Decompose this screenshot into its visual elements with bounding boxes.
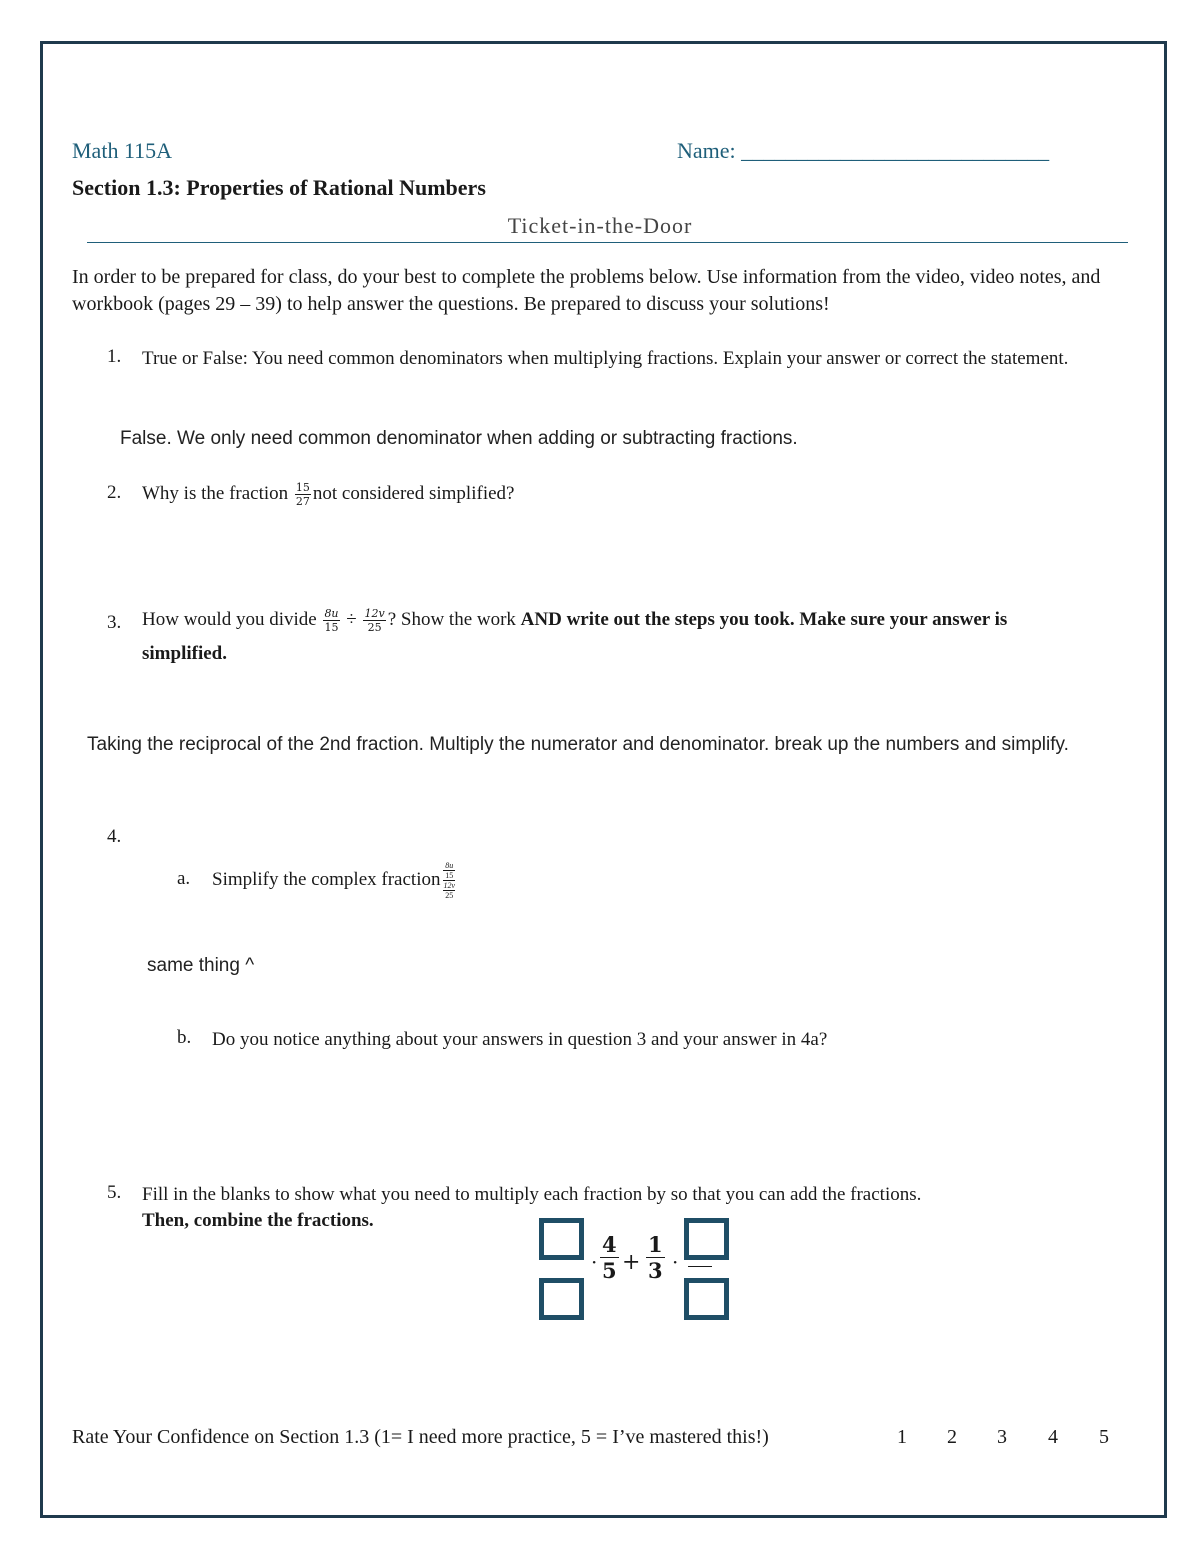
blank-box-2-numerator[interactable] [684, 1218, 729, 1260]
q2-text-before: Why is the fraction [142, 483, 289, 504]
q2-text [142, 474, 514, 514]
q3-fraction-2-denominator: 25 [367, 621, 382, 635]
q5-fraction-1-denominator: 5 [602, 1258, 617, 1283]
q4b-text: Do you notice anything about your answers in question 3 and your answer in 4a? [212, 1029, 828, 1050]
complex-bottom-numerator: 12v [443, 881, 456, 891]
rating-option-1[interactable]: 1 [897, 1426, 907, 1448]
divide-symbol: ÷ [346, 609, 357, 630]
q5-text-bold: Then, combine the fractions. [142, 1210, 374, 1231]
q3-fraction-2 [363, 607, 385, 634]
q4a-text [212, 850, 455, 910]
q3-fraction-1 [323, 607, 339, 634]
rating-option-4[interactable]: 4 [1048, 1426, 1058, 1448]
q4b-label: b. [177, 1027, 192, 1048]
complex-top-denominator: 15 [445, 871, 454, 881]
q4a-label: a. [177, 868, 191, 889]
q1-number: 1. [107, 346, 122, 367]
q4a-complex-fraction [443, 861, 455, 900]
q2-fraction [295, 481, 311, 508]
q3-text-mid: ? Show the work [387, 609, 516, 630]
q5-number: 5. [107, 1182, 122, 1203]
blank-box-2-denominator[interactable] [684, 1278, 729, 1320]
course-title: Math 115A [72, 138, 173, 163]
q4a-answer: same thing ^ [147, 955, 255, 976]
q5-fraction-2 [646, 1232, 665, 1283]
q3-text-bold: AND write out the steps you took. Make sure your answer is simplified. [142, 609, 1008, 664]
q2-fraction-denominator: 27 [295, 495, 310, 509]
blank-box-1-denominator[interactable] [539, 1278, 584, 1320]
q5-fraction-2-denominator: 3 [648, 1258, 663, 1283]
q3-fraction-2-numerator: 12v [364, 607, 385, 621]
complex-top-numerator: 8u [445, 861, 454, 871]
rating-option-5[interactable]: 5 [1099, 1426, 1109, 1448]
rating-option-3[interactable]: 3 [997, 1426, 1007, 1448]
multiply-dot-1: · [591, 1250, 598, 1274]
q3-answer: Taking the reciprocal of the 2nd fraction. Multiply the numerator and denominator. break up the numbers and simplify. [87, 734, 1069, 755]
plus-sign: + [622, 1250, 641, 1275]
intro-text: In order to be prepared for class, do your best to complete the problems below. Use information from the video, video notes, and workbook (pages 29 – 39) to help answer the questions. Be prepared to discuss your solutions! [72, 266, 1101, 315]
q5-fraction-1-numerator: 4 [602, 1232, 617, 1257]
page-border [40, 41, 1167, 1518]
q2-text-after: not considered simplified? [312, 483, 515, 504]
q3-text [142, 603, 1092, 671]
rating-option-2[interactable]: 2 [947, 1426, 957, 1448]
q4a-text-prefix: Simplify the complex fraction [212, 869, 441, 890]
q3-text-before: How would you divide [142, 609, 317, 630]
q4-number: 4. [107, 826, 122, 847]
q2-number: 2. [107, 482, 122, 503]
name-field: Name: ____________________________ [677, 138, 1050, 163]
ticket-heading: Ticket-in-the-Door [507, 213, 693, 238]
q5-fraction-2-numerator: 1 [648, 1232, 663, 1257]
q1-text: True or False: You need common denominators when multiplying fractions. Explain your answer or correct the statement. [142, 348, 1069, 369]
q3-fraction-1-denominator: 15 [324, 621, 339, 635]
q5-fraction-bar [688, 1266, 712, 1267]
heading-divider [87, 242, 1128, 243]
q2-fraction-numerator: 15 [295, 481, 310, 495]
q3-fraction-1-numerator: 8u [324, 607, 339, 621]
q1-answer: False. We only need common denominator when adding or subtracting fractions. [120, 428, 798, 449]
q5-fraction-1 [600, 1232, 619, 1283]
confidence-prompt: Rate Your Confidence on Section 1.3 (1= I need more practice, 5 = I’ve mastered this!) [72, 1426, 769, 1448]
q5-text: Fill in the blanks to show what you need to multiply each fraction by so that you can add the fractions. [142, 1184, 922, 1205]
blank-box-1-numerator[interactable] [539, 1218, 584, 1260]
multiply-dot-2: · [672, 1250, 679, 1274]
q3-number: 3. [107, 612, 122, 633]
complex-bottom-denominator: 25 [445, 891, 454, 901]
section-title: Section 1.3: Properties of Rational Numbers [72, 175, 486, 200]
